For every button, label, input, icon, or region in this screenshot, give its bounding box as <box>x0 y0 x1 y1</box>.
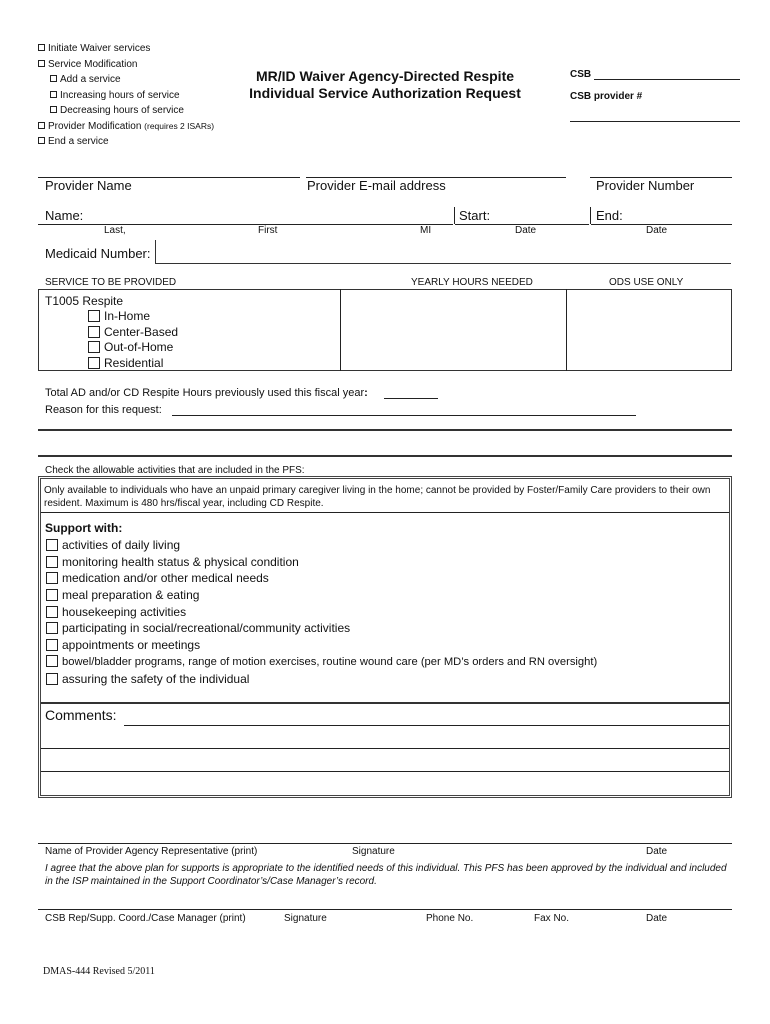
form-title-line2: Individual Service Authorization Request <box>249 85 521 101</box>
form-id: DMAS-444 Revised 5/2011 <box>43 966 155 977</box>
activity-list <box>46 537 597 687</box>
csb-label: CSB <box>570 69 592 80</box>
checkbox-increase[interactable] <box>50 91 57 98</box>
option-initiate-waiver[interactable]: Initiate Waiver services <box>38 41 214 57</box>
middle-initial-label: MI <box>420 225 432 236</box>
option-decrease-hours[interactable]: Decreasing hours of service <box>38 103 214 119</box>
agency-rep-label: Name of Provider Agency Representative (print) <box>45 846 258 857</box>
checkbox-activity[interactable] <box>46 673 58 685</box>
activity-item[interactable]: monitoring health status & physical condition <box>46 554 597 571</box>
csb-input-line[interactable] <box>594 79 740 80</box>
col-hours-header: YEARLY HOURS NEEDED <box>411 277 533 288</box>
checkbox-add[interactable] <box>50 75 57 82</box>
activity-item[interactable]: meal preparation & eating <box>46 587 597 604</box>
end-divider <box>590 207 591 224</box>
service-table-divider-2 <box>566 289 567 371</box>
start-date-caption: Date <box>515 225 537 236</box>
comments-line-2[interactable] <box>41 748 729 749</box>
col-ods-header: ODS USE ONLY <box>609 277 684 288</box>
activity-item[interactable]: participating in social/recreational/community activities <box>46 620 597 637</box>
medicaid-number-label: Medicaid Number: <box>45 246 151 261</box>
option-provider-modification[interactable]: Provider Modification (requires 2 ISARs) <box>38 119 214 135</box>
agency-signature-label: Signature <box>352 846 395 857</box>
csb-rep-label: CSB Rep/Supp. Coord./Case Manager (print) <box>45 913 246 924</box>
checkbox-end[interactable] <box>38 137 45 144</box>
checkbox-in-home[interactable] <box>88 310 100 322</box>
checkbox-initiate[interactable] <box>38 44 45 51</box>
checkbox-activity[interactable] <box>46 606 58 618</box>
agency-rep-signature-line[interactable] <box>38 843 732 844</box>
reason-input-line[interactable] <box>172 415 636 416</box>
checkbox-activity[interactable] <box>46 539 58 551</box>
name-input-line[interactable] <box>38 224 453 225</box>
yearly-hours-cell[interactable] <box>341 290 565 370</box>
activity-item[interactable]: bowel/bladder programs, range of motion exercises, routine wound care (per MD’s orders and RN oversight) <box>46 654 597 671</box>
checkbox-provider-mod[interactable] <box>38 122 45 129</box>
respite-option-in-home[interactable]: In-Home <box>88 309 178 325</box>
option-end-service[interactable]: End a service <box>38 134 214 150</box>
agency-date-label: Date <box>646 846 668 857</box>
name-label: Name: <box>45 208 84 223</box>
checkbox-activity[interactable] <box>46 655 58 667</box>
end-label: End: <box>596 208 623 223</box>
request-type-options <box>38 41 214 150</box>
activity-item[interactable]: appointments or meetings <box>46 637 597 654</box>
activities-heading: Check the allowable activities that are included in the PFS: <box>45 465 305 476</box>
first-name-label: First <box>258 225 278 236</box>
eligibility-notice: Only available to individuals who have an unpaid primary caregiver living in the home; cannot be provided by Foster/Family Care providers to their own resident. Maximum is 480 hrs/fiscal year, including CD Respite. <box>44 485 711 509</box>
respite-option-out-of-home[interactable]: Out-of-Home <box>88 340 178 356</box>
checkbox-activity[interactable] <box>46 572 58 584</box>
csb-provider-input-line[interactable] <box>570 121 740 122</box>
provider-email-label: Provider E-mail address <box>307 178 446 193</box>
comments-line-1[interactable] <box>124 725 729 726</box>
notice-divider <box>41 512 729 513</box>
activity-item[interactable]: assuring the safety of the individual <box>46 671 597 688</box>
respite-option-center-based[interactable]: Center-Based <box>88 325 178 341</box>
checkbox-modification[interactable] <box>38 60 45 67</box>
last-name-label: Last, <box>104 225 126 236</box>
provider-name-label: Provider Name <box>45 178 132 193</box>
activity-item[interactable]: medication and/or other medical needs <box>46 570 597 587</box>
medicaid-number-field[interactable] <box>155 240 731 264</box>
checkbox-activity[interactable] <box>46 556 58 568</box>
service-code: T1005 Respite <box>45 294 124 308</box>
activity-item[interactable]: activities of daily living <box>46 537 597 554</box>
option-add-service[interactable]: Add a service <box>38 72 214 88</box>
start-divider <box>454 207 455 224</box>
previous-hours-row: Total AD and/or CD Respite Hours previously used this fiscal year: <box>45 387 368 399</box>
csb-date-label: Date <box>646 913 668 924</box>
comments-label: Comments: <box>45 707 117 723</box>
phone-label: Phone No. <box>426 913 474 924</box>
checkbox-activity[interactable] <box>46 639 58 651</box>
comments-line-3[interactable] <box>41 771 729 772</box>
checkbox-residential[interactable] <box>88 357 100 369</box>
reason-label: Reason for this request: <box>45 404 162 416</box>
agreement-statement: I agree that the above plan for supports is appropriate to the identified needs of this individual. This PFS has been approved by the individual and included in the ISP maintained in the Support Coordinator’s/Case Manager’s record. <box>45 863 727 887</box>
csb-signature-label: Signature <box>284 913 327 924</box>
form-title-line1: MR/ID Waiver Agency-Directed Respite <box>255 68 515 84</box>
checkbox-activity[interactable] <box>46 589 58 601</box>
previous-hours-input-line[interactable] <box>384 398 438 399</box>
checkbox-center-based[interactable] <box>88 326 100 338</box>
reason-line-2[interactable] <box>38 429 732 431</box>
reason-line-3[interactable] <box>38 455 732 457</box>
provider-number-label: Provider Number <box>596 178 695 193</box>
col-service-header: SERVICE TO BE PROVIDED <box>45 277 177 288</box>
checkbox-activity[interactable] <box>46 622 58 634</box>
checkbox-decrease[interactable] <box>50 106 57 113</box>
previous-hours-label: Total AD and/or CD Respite Hours previously used this fiscal year <box>45 387 365 399</box>
csb-provider-label: CSB provider # <box>570 91 643 102</box>
support-heading: Support with: <box>45 521 123 535</box>
fax-label: Fax No. <box>534 913 570 924</box>
end-date-caption: Date <box>646 225 668 236</box>
option-service-modification[interactable]: Service Modification <box>38 57 214 73</box>
csb-rep-signature-line[interactable] <box>38 909 732 910</box>
checkbox-out-of-home[interactable] <box>88 341 100 353</box>
option-increase-hours[interactable]: Increasing hours of service <box>38 88 214 104</box>
comments-divider <box>41 702 729 704</box>
form-title <box>230 68 540 102</box>
activity-item[interactable]: housekeeping activities <box>46 604 597 621</box>
respite-option-residential[interactable]: Residential <box>88 356 178 372</box>
start-label: Start: <box>459 208 491 223</box>
respite-options <box>88 309 178 371</box>
